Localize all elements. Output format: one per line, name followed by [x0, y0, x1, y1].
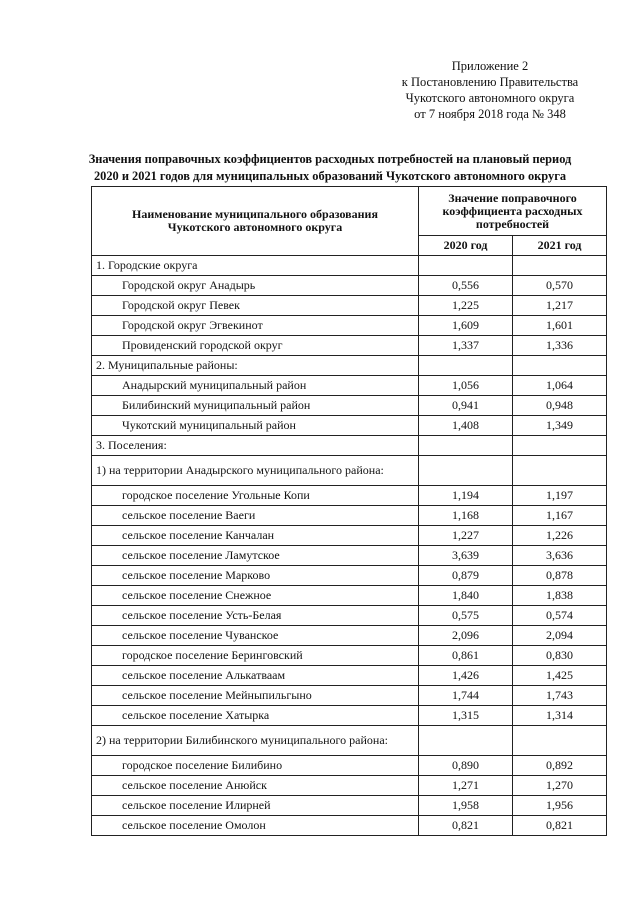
value-2021-cell: 1,064 — [513, 376, 607, 396]
value-2020-cell — [419, 436, 513, 456]
appendix-reference: к Постановлению Правительства — [401, 75, 579, 89]
municipality-name-cell: сельское поселение Ваеги — [92, 506, 419, 526]
table-row — [92, 356, 607, 376]
document-title — [70, 151, 590, 185]
table-row — [92, 376, 607, 396]
value-2021-cell: 1,167 — [513, 506, 607, 526]
value-2021-cell — [513, 256, 607, 276]
value-2020-cell: 1,744 — [419, 686, 513, 706]
appendix-authority: Чукотского автономного округа — [405, 91, 575, 105]
municipality-name-cell: 1) на территории Анадырского муниципального района: — [92, 456, 419, 486]
value-2021-cell: 1,349 — [513, 416, 607, 436]
table-row — [92, 396, 607, 416]
municipality-name-cell: сельское поселение Снежное — [92, 586, 419, 606]
table-row — [92, 256, 607, 276]
value-2021-cell — [513, 456, 607, 486]
municipality-name-cell: городское поселение Билибино — [92, 756, 419, 776]
table-row — [92, 316, 607, 336]
municipality-name-cell: сельское поселение Ламутское — [92, 546, 419, 566]
value-2020-cell: 1,271 — [419, 776, 513, 796]
value-2021-cell: 1,601 — [513, 316, 607, 336]
table-row — [92, 666, 607, 686]
municipality-name-cell: 2) на территории Билибинского муниципального района: — [92, 726, 419, 756]
value-2021-cell: 1,197 — [513, 486, 607, 506]
table-row — [92, 416, 607, 436]
value-2021-cell: 0,574 — [513, 606, 607, 626]
value-2020-cell: 0,861 — [419, 646, 513, 666]
header-value-cell: Значение поправочного коэффициента расходных потребностей — [419, 187, 607, 236]
value-2021-cell — [513, 726, 607, 756]
value-2020-cell: 1,958 — [419, 796, 513, 816]
table-row — [92, 526, 607, 546]
value-2021-cell: 1,270 — [513, 776, 607, 796]
table-header-row — [92, 187, 607, 236]
value-2020-cell: 1,408 — [419, 416, 513, 436]
municipality-name-cell: 1. Городские округа — [92, 256, 419, 276]
table-row — [92, 726, 607, 756]
municipality-name-cell: Билибинский муниципальный район — [92, 396, 419, 416]
municipality-name-cell: сельское поселение Чуванское — [92, 626, 419, 646]
value-2021-cell: 1,314 — [513, 706, 607, 726]
coefficients-table — [91, 186, 607, 836]
table-row — [92, 796, 607, 816]
value-2021-cell: 1,336 — [513, 336, 607, 356]
table-row — [92, 586, 607, 606]
value-2020-cell: 1,056 — [419, 376, 513, 396]
table-row — [92, 296, 607, 316]
table-row — [92, 646, 607, 666]
value-2021-cell: 0,878 — [513, 566, 607, 586]
municipality-name-cell: сельское поселение Анюйск — [92, 776, 419, 796]
table-row — [92, 606, 607, 626]
table-row — [92, 436, 607, 456]
value-2021-cell: 0,821 — [513, 816, 607, 836]
municipality-name-cell: сельское поселение Марково — [92, 566, 419, 586]
table-row — [92, 686, 607, 706]
value-2020-cell: 0,941 — [419, 396, 513, 416]
value-2020-cell: 1,315 — [419, 706, 513, 726]
value-2020-cell: 0,879 — [419, 566, 513, 586]
appendix-date: от 7 ноября 2018 года № 348 — [414, 107, 566, 121]
municipality-name-cell: сельское поселение Мейныпильгыно — [92, 686, 419, 706]
municipality-name-cell: сельское поселение Усть-Белая — [92, 606, 419, 626]
municipality-name-cell: сельское поселение Илирней — [92, 796, 419, 816]
value-2021-cell: 1,425 — [513, 666, 607, 686]
municipality-name-cell: Чукотский муниципальный район — [92, 416, 419, 436]
value-2020-cell: 1,227 — [419, 526, 513, 546]
municipality-name-cell: городское поселение Беринговский — [92, 646, 419, 666]
value-2020-cell: 0,890 — [419, 756, 513, 776]
municipality-name-cell: Городской округ Певек — [92, 296, 419, 316]
value-2020-cell — [419, 356, 513, 376]
value-2021-cell: 1,226 — [513, 526, 607, 546]
value-2020-cell: 3,639 — [419, 546, 513, 566]
municipality-name-cell: городское поселение Угольные Копи — [92, 486, 419, 506]
appendix-block — [380, 58, 600, 122]
table-row — [92, 706, 607, 726]
value-2021-cell: 1,838 — [513, 586, 607, 606]
value-2020-cell: 1,337 — [419, 336, 513, 356]
table-row — [92, 626, 607, 646]
table-row — [92, 486, 607, 506]
value-2021-cell — [513, 356, 607, 376]
value-2021-cell — [513, 436, 607, 456]
value-2021-cell: 1,956 — [513, 796, 607, 816]
value-2021-cell: 0,948 — [513, 396, 607, 416]
value-2020-cell: 2,096 — [419, 626, 513, 646]
municipality-name-cell: 3. Поселения: — [92, 436, 419, 456]
table-row — [92, 506, 607, 526]
document-title-line-1: Значения поправочных коэффициентов расходных потребностей на плановый период — [88, 152, 572, 166]
value-2021-cell: 0,830 — [513, 646, 607, 666]
municipality-name-cell: Городской округ Эгвекинот — [92, 316, 419, 336]
value-2020-cell: 1,609 — [419, 316, 513, 336]
municipality-name-cell: сельское поселение Канчалан — [92, 526, 419, 546]
document-title-line-2: 2020 и 2021 годов для муниципальных образований Чукотского автономного округа — [93, 169, 567, 183]
appendix-number: Приложение 2 — [451, 59, 529, 73]
value-2020-cell: 1,194 — [419, 486, 513, 506]
municipality-name-cell: сельское поселение Хатырка — [92, 706, 419, 726]
value-2021-cell: 0,570 — [513, 276, 607, 296]
header-year-2021: 2021 год — [513, 236, 607, 256]
value-2021-cell: 3,636 — [513, 546, 607, 566]
value-2020-cell: 1,168 — [419, 506, 513, 526]
header-year-2020: 2020 год — [419, 236, 513, 256]
table-row — [92, 566, 607, 586]
municipality-name-cell: 2. Муниципальные районы: — [92, 356, 419, 376]
municipality-name-cell: Провиденский городской округ — [92, 336, 419, 356]
value-2021-cell: 2,094 — [513, 626, 607, 646]
value-2020-cell — [419, 726, 513, 756]
table-row — [92, 816, 607, 836]
value-2020-cell — [419, 456, 513, 486]
value-2021-cell: 1,217 — [513, 296, 607, 316]
municipality-name-cell: Анадырский муниципальный район — [92, 376, 419, 396]
header-name-cell: Наименование муниципального образования Чукотского автономного округа — [92, 187, 419, 256]
table-row — [92, 756, 607, 776]
value-2020-cell — [419, 256, 513, 276]
value-2020-cell: 0,575 — [419, 606, 513, 626]
value-2020-cell: 1,840 — [419, 586, 513, 606]
table-row — [92, 456, 607, 486]
table-row — [92, 336, 607, 356]
table-row — [92, 776, 607, 796]
value-2020-cell: 0,556 — [419, 276, 513, 296]
value-2020-cell: 1,225 — [419, 296, 513, 316]
value-2020-cell: 0,821 — [419, 816, 513, 836]
value-2021-cell: 0,892 — [513, 756, 607, 776]
municipality-name-cell: сельское поселение Алькатваам — [92, 666, 419, 686]
value-2021-cell: 1,743 — [513, 686, 607, 706]
municipality-name-cell: сельское поселение Омолон — [92, 816, 419, 836]
table-row — [92, 546, 607, 566]
table-row — [92, 276, 607, 296]
municipality-name-cell: Городской округ Анадырь — [92, 276, 419, 296]
value-2020-cell: 1,426 — [419, 666, 513, 686]
